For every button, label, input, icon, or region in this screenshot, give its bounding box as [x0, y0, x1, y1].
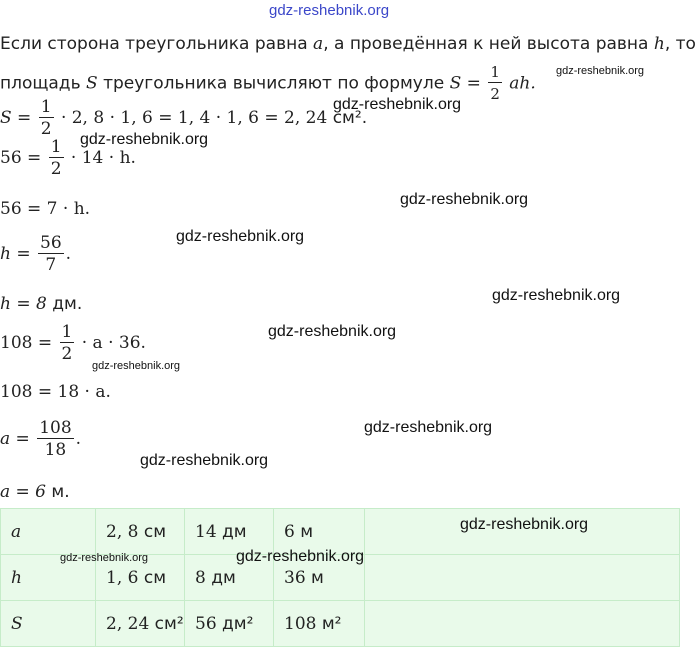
equation-lhs: 56 =: [0, 148, 42, 168]
cell-unit: см: [143, 567, 167, 588]
fraction: [39, 97, 54, 140]
watermark: gdz-reshebnik.org: [80, 131, 209, 148]
fraction-denominator: 2: [40, 119, 52, 139]
equation-rhs: · a · 36.: [81, 333, 146, 353]
equation-rhs: · 14 · h.: [70, 148, 136, 168]
table-row: [1, 601, 680, 647]
intro-text: , а проведённая к ней высота равна: [323, 34, 649, 54]
watermark: gdz-reshebnik.org: [176, 228, 305, 245]
cell-unit: м²: [321, 613, 342, 634]
intro-text: Если сторона треугольника равна: [0, 34, 308, 54]
equation-lhs: 108 =: [0, 333, 53, 353]
fraction-denominator: 2: [50, 159, 62, 179]
equation-lhs: a =: [0, 429, 30, 449]
cell-unit: м: [311, 567, 324, 588]
fraction: [37, 418, 73, 461]
cell-unit: дм: [222, 521, 247, 542]
watermark: gdz-reshebnik.org: [60, 552, 149, 564]
watermark-top: gdz-reshebnik.org: [269, 2, 390, 19]
fraction: [38, 233, 64, 276]
intro-var-h: h: [653, 34, 665, 54]
intro-text: , то: [664, 34, 696, 54]
cell-value: 8: [195, 567, 206, 588]
fraction-denominator: 2: [61, 344, 73, 364]
table-cell: [274, 601, 365, 647]
intro-var-S: S: [86, 73, 98, 94]
table-empty-cell: [365, 601, 680, 647]
intro-text: треугольника вычисляют по формуле: [103, 73, 445, 94]
fraction-denominator: 7: [45, 255, 57, 275]
table-header-cell: h: [1, 555, 96, 601]
cell-value: 56: [195, 613, 217, 634]
cell-unit: дм²: [222, 613, 254, 634]
cell-unit: см²: [154, 613, 184, 634]
unit: дм.: [52, 294, 83, 314]
solution-line-8: [0, 418, 81, 461]
equation-expr: h = 8: [0, 294, 47, 314]
cell-value: 1, 6: [106, 567, 139, 588]
equation-rhs: .: [75, 429, 82, 449]
cell-unit: дм: [211, 567, 236, 588]
intro-line-1: [0, 33, 696, 55]
cell-unit: м: [300, 521, 314, 542]
equation-rhs: · 2, 8 · 1, 6 = 1, 4 · 1, 6 = 2, 24: [60, 108, 328, 128]
fraction-numerator: 1: [490, 63, 500, 81]
formula-lhs: S =: [449, 73, 481, 94]
solution-line-3: 56 = 7 · h.: [0, 199, 91, 219]
watermark: gdz-reshebnik.org: [92, 360, 181, 372]
solution-line-4: [0, 233, 71, 276]
watermark: gdz-reshebnik.org: [333, 96, 462, 113]
equation-expr: a = 6: [0, 482, 47, 502]
table-header-cell: S: [1, 601, 96, 647]
intro-text: площадь: [0, 73, 81, 94]
unit: м.: [51, 482, 70, 502]
fraction-numerator: 1: [61, 322, 73, 342]
table-cell: [96, 509, 185, 555]
solution-line-5: [0, 293, 82, 315]
cell-value: 14: [195, 521, 217, 542]
unit: см².: [332, 108, 368, 128]
fraction-denominator: 2: [490, 85, 500, 103]
fraction: [49, 137, 64, 180]
formula-fraction: [488, 62, 502, 105]
cell-value: 36: [284, 567, 306, 588]
table-cell: [96, 601, 185, 647]
fraction-numerator: 108: [39, 418, 72, 438]
fraction-numerator: 56: [40, 233, 62, 253]
formula-rhs: ah.: [509, 73, 536, 94]
watermark: gdz-reshebnik.org: [268, 323, 397, 340]
watermark: gdz-reshebnik.org: [492, 287, 621, 304]
cell-value: 6: [284, 521, 295, 542]
cell-unit: см: [143, 521, 167, 542]
equation-lhs: h =: [0, 244, 31, 264]
watermark: gdz-reshebnik.org: [364, 419, 493, 436]
fraction-numerator: 1: [40, 97, 52, 117]
cell-value: 2, 24: [106, 613, 150, 634]
intro-var-a: a: [313, 34, 324, 54]
equation-lhs: S =: [0, 108, 32, 128]
table-header-cell: a: [1, 509, 96, 555]
table-cell: [185, 601, 274, 647]
watermark: gdz-reshebnik.org: [556, 65, 645, 77]
fraction-denominator: 18: [44, 440, 67, 460]
solution-line-9: [0, 481, 70, 503]
equation-rhs: .: [65, 244, 72, 264]
watermark: gdz-reshebnik.org: [236, 548, 365, 565]
watermark: gdz-reshebnik.org: [460, 516, 589, 533]
cell-value: 108: [284, 613, 317, 634]
watermark: gdz-reshebnik.org: [140, 452, 269, 469]
fraction: [60, 322, 75, 365]
solution-line-6: [0, 322, 146, 365]
solution-line-7: 108 = 18 · a.: [0, 382, 111, 402]
watermark: gdz-reshebnik.org: [400, 191, 529, 208]
cell-value: 2, 8: [106, 521, 139, 542]
fraction-numerator: 1: [50, 137, 62, 157]
table-empty-cell: [365, 555, 680, 601]
